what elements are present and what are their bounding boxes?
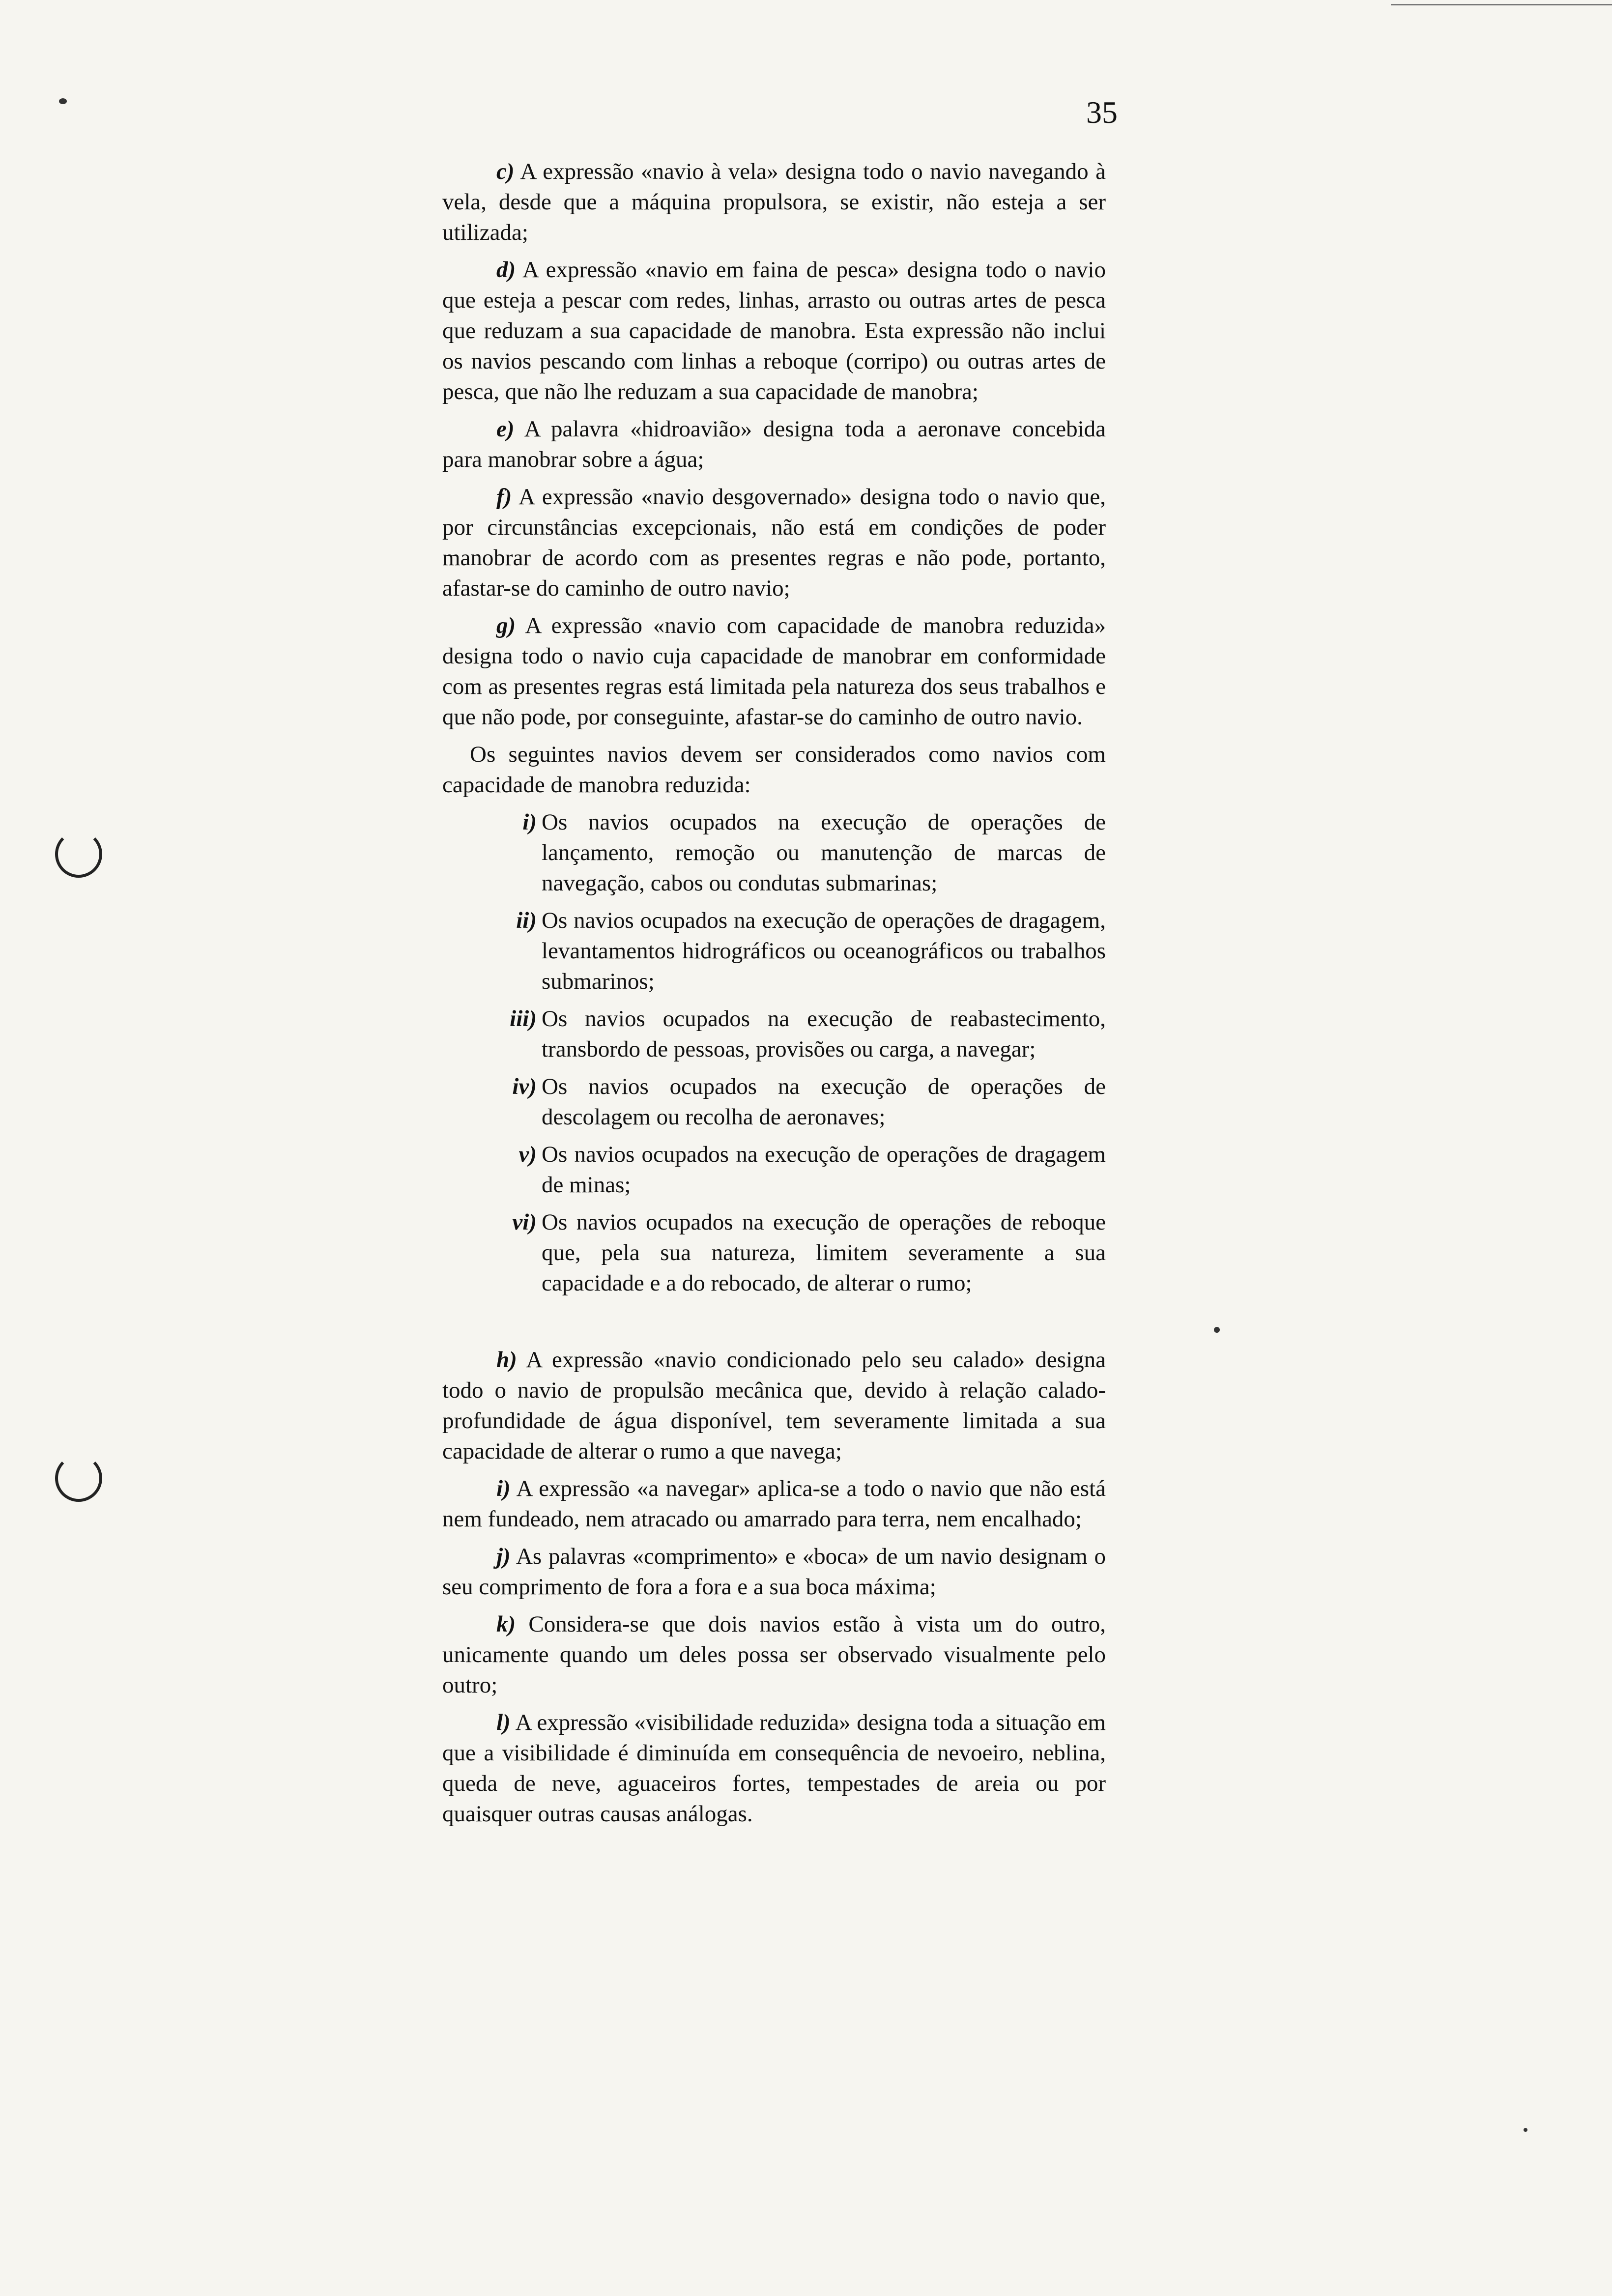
definition-paragraph	[442, 1345, 1106, 1466]
spacer	[442, 1305, 1106, 1345]
sub-item	[497, 1004, 1106, 1064]
punch-hole-mark	[55, 831, 102, 878]
sub-item-text: Os navios ocupados na execução de operações de dragagem, levantamentos hidrográficos ou oceanográficos ou trabalhos submarinos;	[542, 908, 1106, 994]
sub-item	[497, 1207, 1106, 1298]
item-text: As palavras «comprimento» e «boca» de um navio designam o seu comprimento de fora a fora e a sua boca máxima;	[442, 1544, 1106, 1600]
sub-item-text: Os navios ocupados na execução de operações de reboque que, pela sua natureza, limitem severamente a sua capacidade e a do rebocado, de alterar o rumo;	[542, 1209, 1106, 1296]
sub-item-label: i)	[522, 809, 537, 835]
item-label: l)	[496, 1710, 511, 1735]
speck	[59, 98, 67, 104]
sub-item-text: Os navios ocupados na execução de operações de lançamento, remoção ou manutenção de marcas de navegação, cabos ou condutas submarinas;	[542, 809, 1106, 896]
item-label: h)	[496, 1347, 517, 1373]
sub-item-label: ii)	[516, 908, 537, 933]
item-label: k)	[496, 1611, 516, 1637]
definition-paragraph	[442, 1707, 1106, 1829]
definition-paragraph	[442, 1609, 1106, 1700]
item-label: g)	[496, 613, 516, 638]
sub-item	[497, 807, 1106, 898]
lead-in-paragraph: Os seguintes navios devem ser considerados como navios com capacidade de manobra reduzida:	[442, 742, 1106, 798]
item-label: d)	[496, 257, 516, 283]
document-body	[442, 156, 1106, 1836]
page-number: 35	[1086, 95, 1118, 130]
item-label: i)	[496, 1476, 511, 1501]
definition-paragraph	[442, 255, 1106, 407]
item-label: e)	[496, 416, 515, 442]
sub-item-text: Os navios ocupados na execução de operações de dragagem de minas;	[542, 1142, 1106, 1198]
item-text: A palavra «hidroavião» designa toda a aeronave concebida para manobrar sobre a água;	[442, 416, 1106, 472]
item-label: f)	[496, 484, 512, 510]
sub-item-text: Os navios ocupados na execução de operações de descolagem ou recolha de aeronaves;	[542, 1074, 1106, 1130]
item-text: Considera-se que dois navios estão à vista um do outro, unicamente quando um deles possa ser observado visualmente pelo outro;	[442, 1611, 1106, 1698]
definition-paragraph	[442, 1541, 1106, 1602]
item-text: A expressão «navio com capacidade de manobra reduzida» designa todo o navio cuja capacidade de manobrar em conformidade com as presentes regras está limitada pela natureza dos seus trabalhos e que não pode, por conseguinte, afastar-se do caminho de outro navio.	[442, 613, 1106, 730]
item-text: A expressão «navio à vela» designa todo o navio navegando à vela, desde que a máquina propulsora, se existir, não esteja a ser utilizada;	[442, 159, 1106, 245]
definition-paragraph	[442, 156, 1106, 248]
speck	[1524, 2128, 1527, 2132]
sub-item-label: iii)	[510, 1006, 537, 1032]
speck	[1214, 1327, 1220, 1333]
sub-item	[497, 1139, 1106, 1200]
item-text: A expressão «a navegar» aplica-se a todo o navio que não está nem fundeado, nem atracado ou amarrado para terra, nem encalhado;	[442, 1476, 1106, 1532]
sub-item-text: Os navios ocupados na execução de reabastecimento, transbordo de pessoas, provisões ou carga, a navegar;	[542, 1006, 1106, 1062]
item-text: A expressão «navio em faina de pesca» designa todo o navio que esteja a pescar com redes, linhas, arrasto ou outras artes de pesca que reduzam a sua capacidade de manobra. Esta expressão não inclui os navios pescando com linhas a reboque (corripo) ou outras artes de pesca, que não lhe reduzam a sua capacidade de manobra;	[442, 257, 1106, 404]
definition-paragraph	[442, 414, 1106, 475]
item-label: j)	[496, 1544, 511, 1569]
definition-paragraph	[442, 610, 1106, 732]
sub-item-label: vi)	[512, 1209, 537, 1235]
punch-hole-mark	[55, 1455, 102, 1502]
sub-item	[497, 1071, 1106, 1132]
item-label: c)	[496, 159, 515, 184]
sub-item-label: iv)	[512, 1074, 537, 1099]
item-text: A expressão «navio condicionado pelo seu calado» designa todo o navio de propulsão mecânica que, devido à relação calado-profundidade de água disponível, tem severamente limitada a sua capacidade de alterar o rumo a que navega;	[442, 1347, 1106, 1464]
sub-item-label: v)	[518, 1142, 537, 1167]
definition-paragraph	[442, 482, 1106, 603]
definition-paragraph	[442, 1473, 1106, 1534]
item-text: A expressão «navio desgovernado» designa todo o navio que, por circunstâncias excepcionais, não está em condições de poder manobrar de acordo com as presentes regras e não pode, portanto, afastar-se do caminho de outro navio;	[442, 484, 1106, 601]
sub-item	[497, 905, 1106, 997]
item-text: A expressão «visibilidade reduzida» designa toda a situação em que a visibilidade é diminuída em consequência de nevoeiro, neblina, queda de neve, aguaceiros fortes, tempestades de areia ou por quaisquer outras causas análogas.	[442, 1710, 1106, 1827]
page-edge-line	[1391, 4, 1612, 5]
